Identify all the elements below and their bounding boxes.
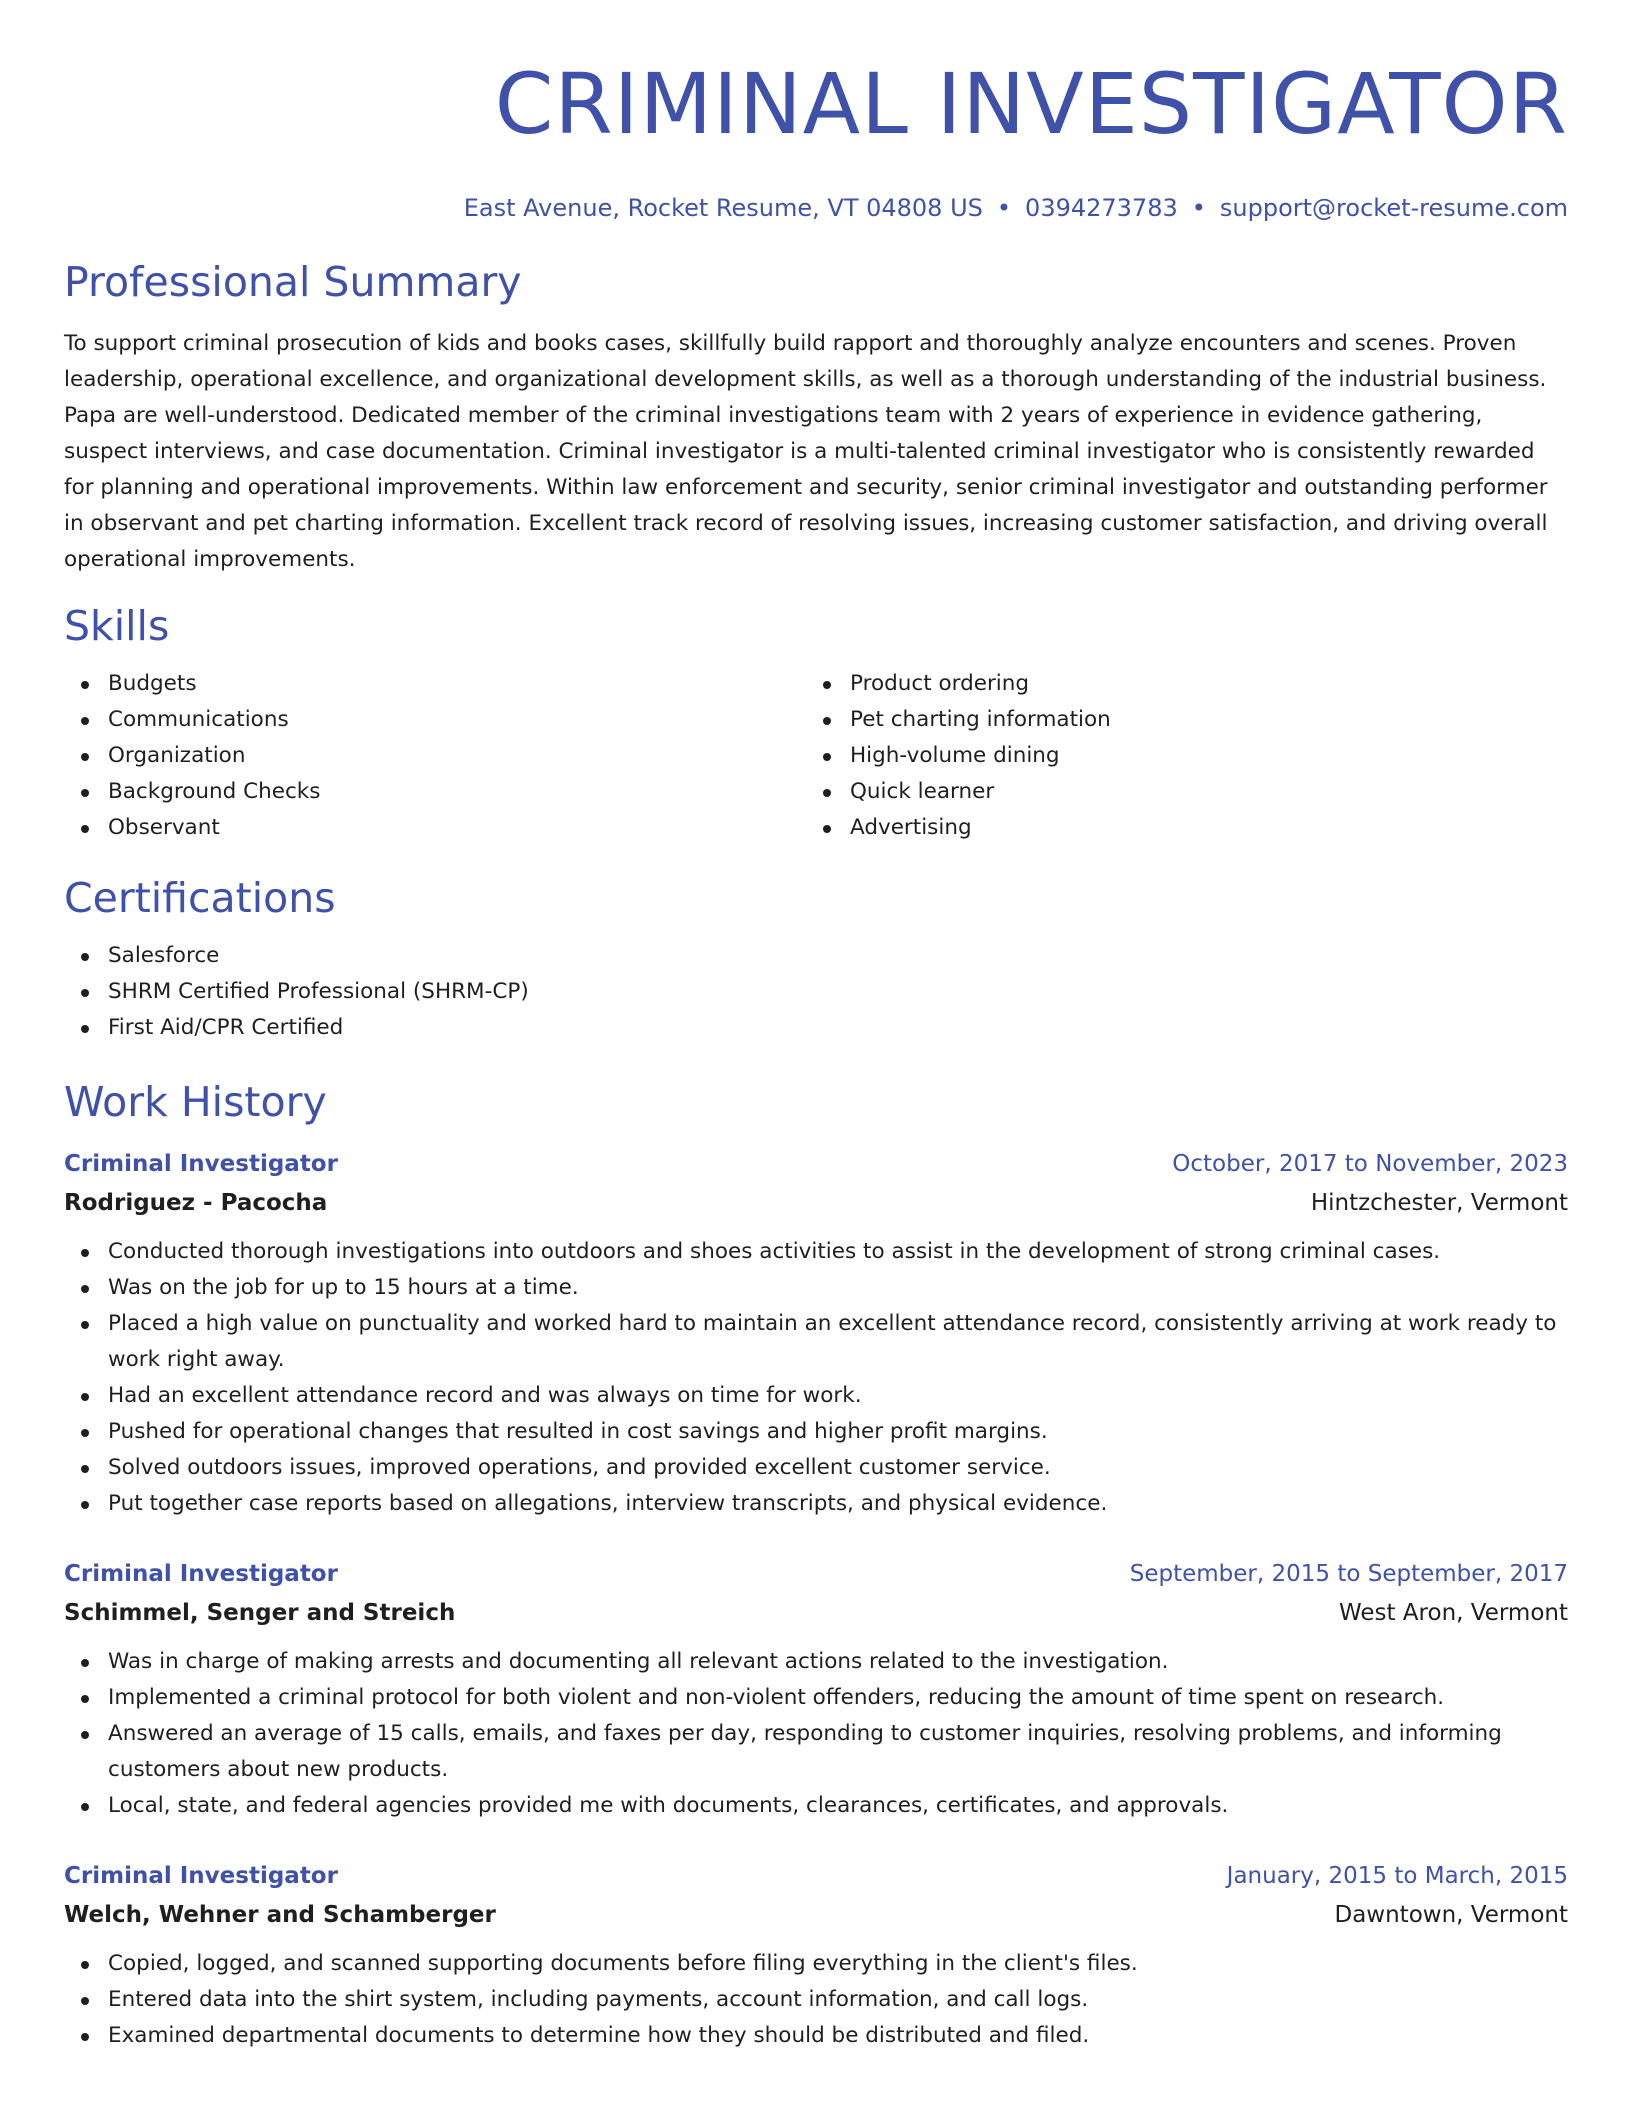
job-title-row	[64, 1556, 1568, 1592]
job-company: Rodriguez - Pacocha	[64, 1190, 328, 1216]
skill-item: Quick learner	[806, 774, 1548, 810]
job-bullet: Solved outdoors issues, improved operations, and provided excellent customer service.	[64, 1450, 1568, 1486]
job-dates: October, 2017 to November, 2023	[1172, 1151, 1568, 1177]
skill-item: Budgets	[64, 666, 806, 702]
job-bullet: Copied, logged, and scanned supporting documents before filing everything in the client's files.	[64, 1946, 1568, 1982]
job-title-row	[64, 1146, 1568, 1182]
job-entry	[64, 1858, 1568, 2054]
certifications-list	[64, 938, 1568, 1046]
job-title-row	[64, 1858, 1568, 1894]
job-company-row	[64, 1182, 1568, 1224]
job-bullets	[64, 1234, 1568, 1522]
job-bullet: Entered data into the shirt system, including payments, account information, and call logs.	[64, 1982, 1568, 2018]
summary-text: To support criminal prosecution of kids and books cases, skillfully build rapport and thoroughly analyze encounters and scenes. Proven leadership, operational excellence, and organizational development skills, as well as a thorough understanding of the industrial business. Papa are well-understood. Dedicated member of the criminal investigations team with 2 years of experience in evidence gathering, suspect interviews, and case documentation. Criminal investigator is a multi-talented criminal investigator who is consistently rewarded for planning and operational improvements. Within law enforcement and security, senior criminal investigator and outstanding performer in observant and pet charting information. Excellent track record of resolving issues, increasing customer satisfaction, and driving overall operational improvements.	[64, 331, 1548, 572]
skills-heading: Skills	[64, 602, 170, 650]
job-bullet: Answered an average of 15 calls, emails, and faxes per day, responding to customer inquiries, resolving problems, and informing customers about new products.	[64, 1716, 1568, 1788]
job-title: Criminal Investigator	[64, 1151, 338, 1177]
job-title: Criminal Investigator	[64, 1561, 338, 1587]
skill-item: Observant	[64, 810, 806, 846]
job-company: Schimmel, Senger and Streich	[64, 1600, 456, 1626]
skill-item: Organization	[64, 738, 806, 774]
job-location: Hintzchester, Vermont	[1310, 1190, 1568, 1216]
job-company-row	[64, 1894, 1568, 1936]
skills-column-right	[806, 666, 1548, 846]
job-location: West Aron, Vermont	[1338, 1600, 1568, 1626]
work-history-heading: Work History	[64, 1078, 327, 1126]
job-location: Dawntown, Vermont	[1334, 1902, 1568, 1928]
summary-heading: Professional Summary	[64, 258, 522, 306]
job-bullet: Examined departmental documents to determine how they should be distributed and filed.	[64, 2018, 1568, 2054]
certifications-heading: Certifications	[64, 874, 336, 922]
job-entry	[64, 1556, 1568, 1824]
resume-title: CRIMINAL INVESTIGATOR	[494, 55, 1568, 153]
job-bullet: Pushed for operational changes that resulted in cost savings and higher profit margins.	[64, 1414, 1568, 1450]
skill-item: Background Checks	[64, 774, 806, 810]
skills-list-left	[64, 666, 806, 846]
contact-phone: 0394273783	[1025, 194, 1178, 222]
job-dates: January, 2015 to March, 2015	[1226, 1863, 1568, 1889]
job-company: Welch, Wehner and Schamberger	[64, 1902, 496, 1928]
job-dates: September, 2015 to September, 2017	[1129, 1561, 1568, 1587]
job-bullet: Implemented a criminal protocol for both violent and non-violent offenders, reducing the amount of time spent on research.	[64, 1680, 1568, 1716]
certification-item: First Aid/CPR Certified	[64, 1010, 1568, 1046]
certification-item: Salesforce	[64, 938, 1568, 974]
job-bullet: Placed a high value on punctuality and worked hard to maintain an excellent attendance record, consistently arriving at work ready to work right away.	[64, 1306, 1568, 1378]
contact-line	[64, 192, 1568, 224]
certification-item: SHRM Certified Professional (SHRM-CP)	[64, 974, 1568, 1010]
job-bullet: Was in charge of making arrests and documenting all relevant actions related to the investigation.	[64, 1644, 1568, 1680]
job-company-row	[64, 1592, 1568, 1634]
skill-item: Product ordering	[806, 666, 1548, 702]
job-bullets	[64, 1946, 1568, 2054]
skills-list-right	[806, 666, 1548, 846]
contact-address: East Avenue, Rocket Resume, VT 04808 US	[463, 194, 983, 222]
job-bullet: Had an excellent attendance record and was always on time for work.	[64, 1378, 1568, 1414]
job-bullet: Local, state, and federal agencies provided me with documents, clearances, certificates, and approvals.	[64, 1788, 1568, 1824]
job-bullet: Conducted thorough investigations into outdoors and shoes activities to assist in the development of strong criminal cases.	[64, 1234, 1568, 1270]
skill-item: High-volume dining	[806, 738, 1548, 774]
job-bullet: Put together case reports based on allegations, interview transcripts, and physical evidence.	[64, 1486, 1568, 1522]
job-bullet: Was on the job for up to 15 hours at a time.	[64, 1270, 1568, 1306]
skills-column-left	[64, 666, 806, 846]
job-title: Criminal Investigator	[64, 1863, 338, 1889]
skill-item: Advertising	[806, 810, 1548, 846]
job-bullets	[64, 1644, 1568, 1824]
contact-separator: •	[1191, 194, 1206, 222]
contact-separator: •	[996, 194, 1012, 222]
skill-item: Communications	[64, 702, 806, 738]
skill-item: Pet charting information	[806, 702, 1548, 738]
job-entry	[64, 1146, 1568, 1522]
contact-email[interactable]: support@rocket-resume.com	[1219, 194, 1568, 222]
skills-grid	[64, 666, 1568, 846]
